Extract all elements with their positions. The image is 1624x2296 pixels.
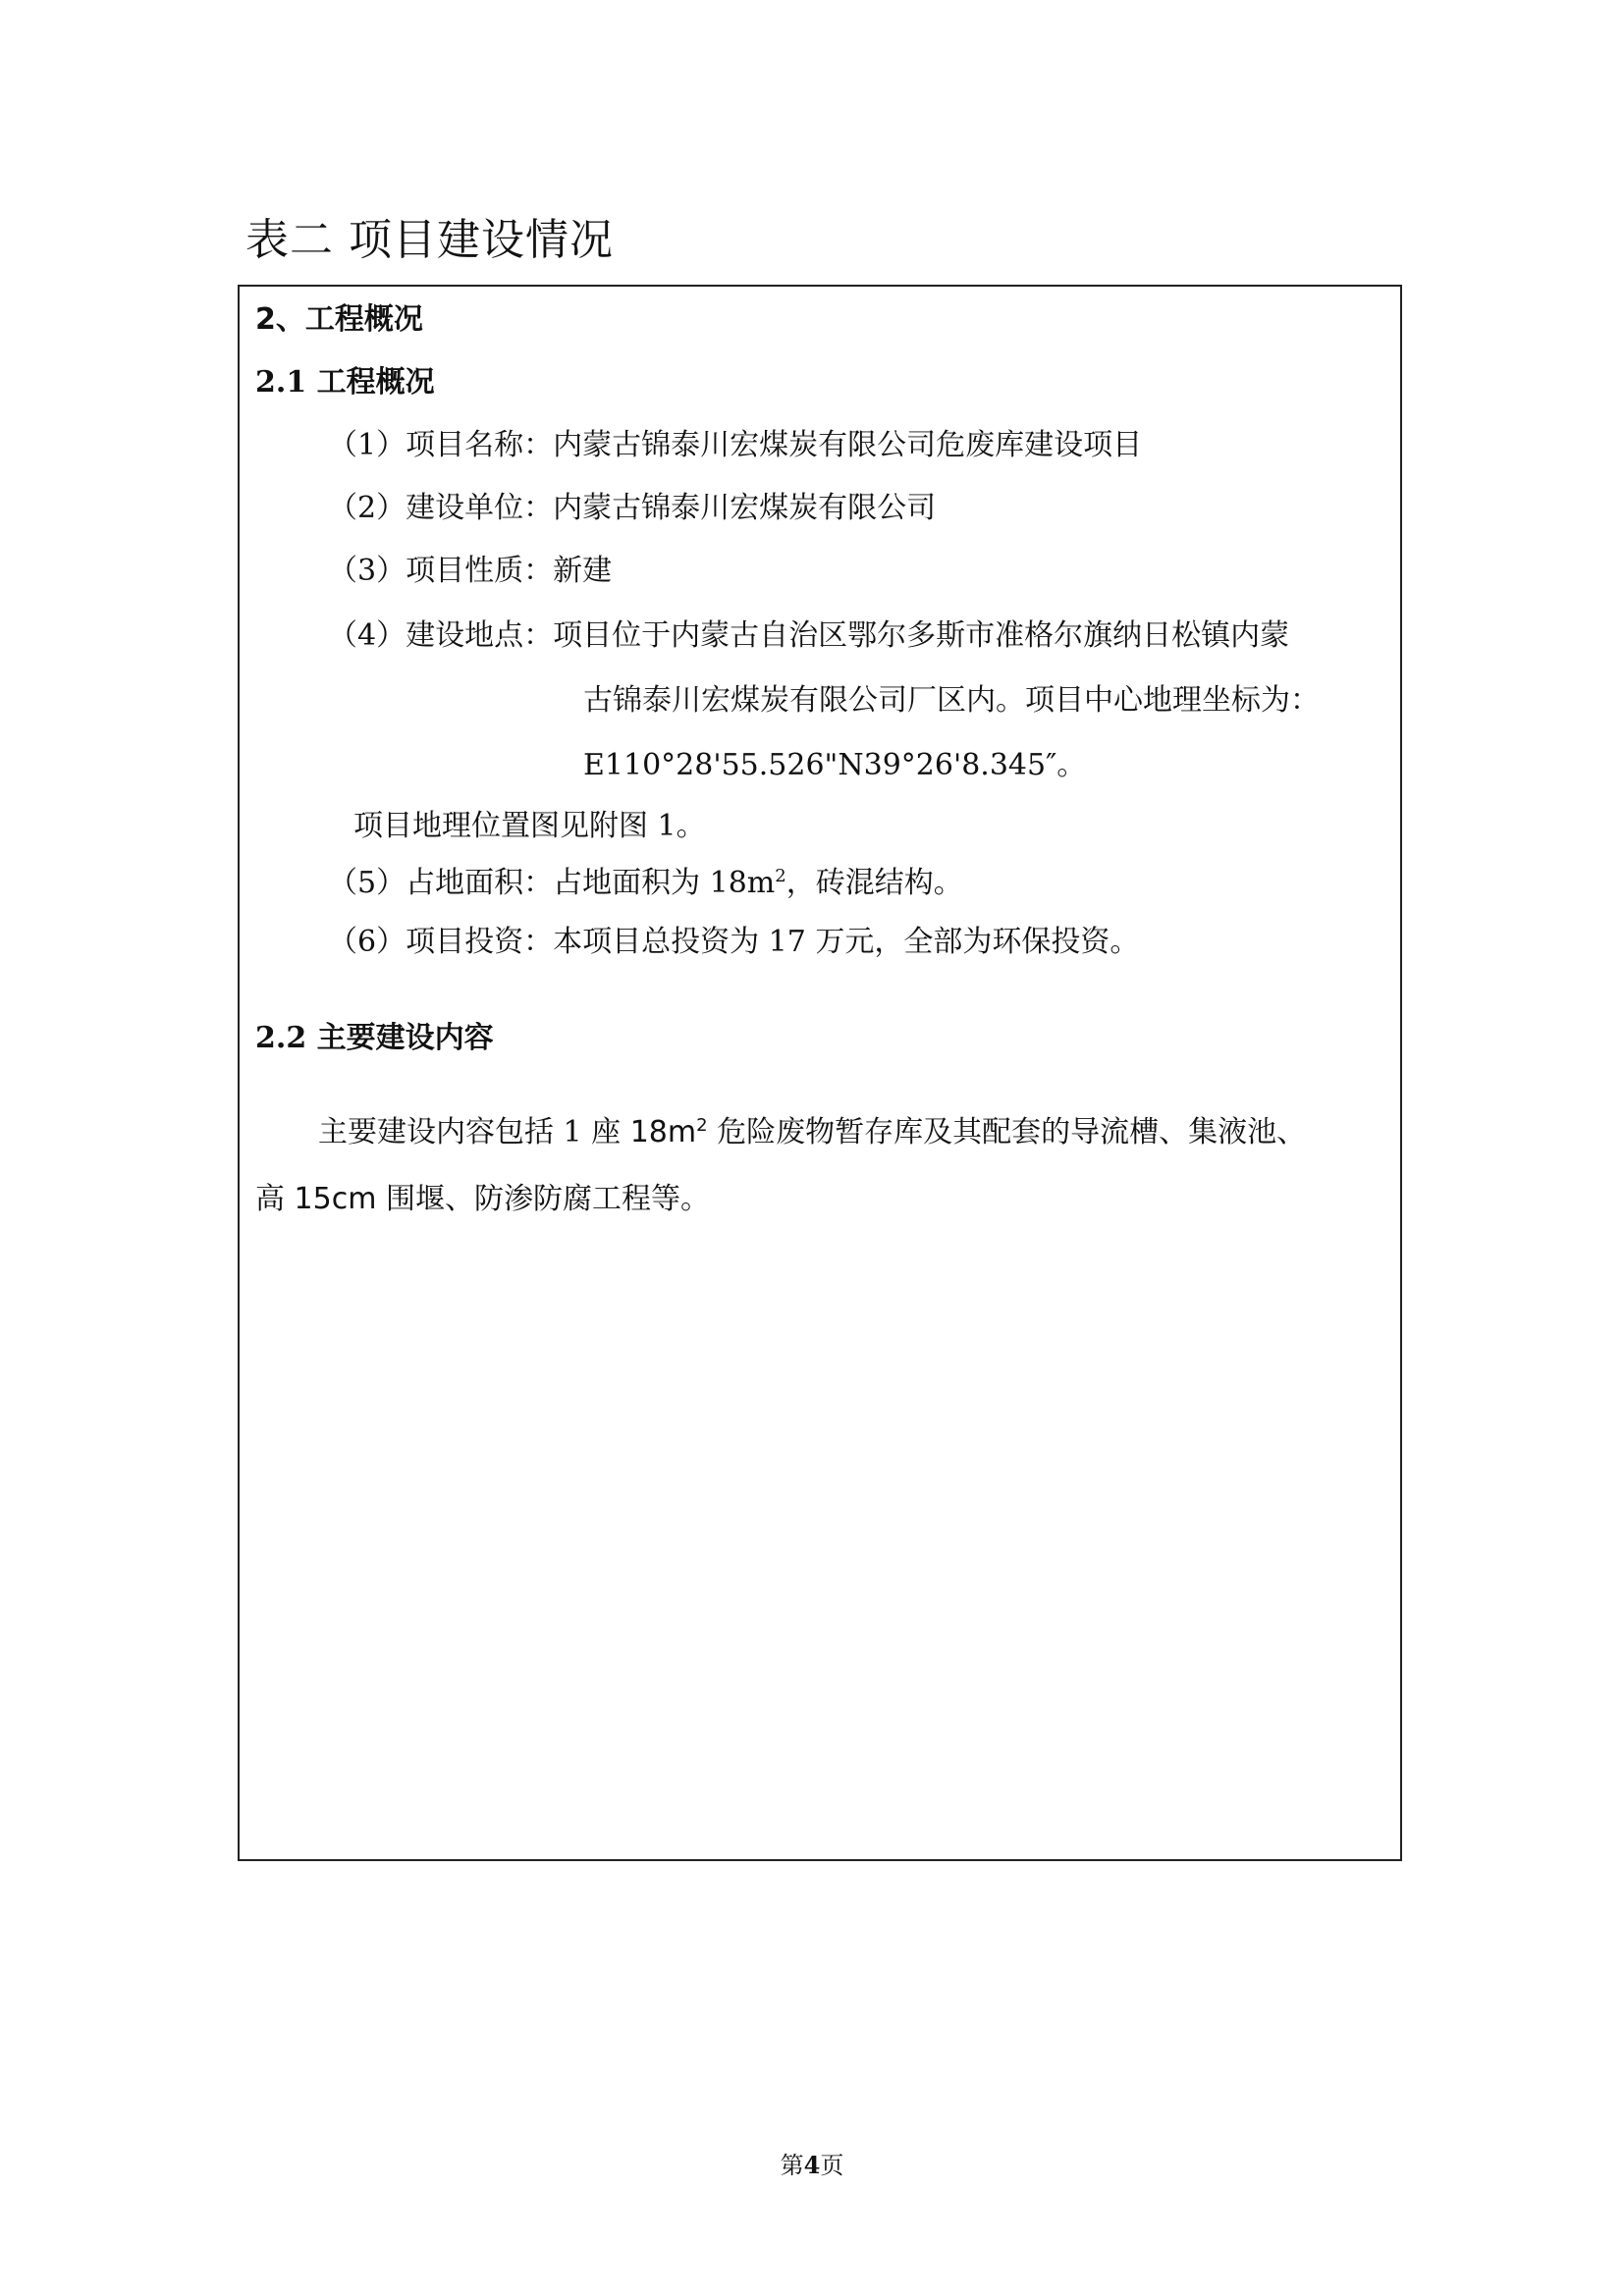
page-suffix: 页: [820, 2152, 844, 2179]
para-line1-b: 18m: [629, 1115, 697, 1149]
page-number: 4: [803, 2151, 821, 2179]
item-area: [328, 864, 963, 903]
para-line1-a: 主要建设内容包括 1 座: [318, 1115, 630, 1149]
para-line2-c: 围堰、防渗防腐工程等。: [376, 1182, 710, 1216]
para-line1-sup: 2: [696, 1115, 708, 1136]
subsection-heading-2-1: 2.1 工程概况: [255, 365, 435, 400]
page-prefix: 第: [780, 2152, 804, 2179]
page-footer: [0, 2150, 1624, 2181]
item-area-sup: 2: [775, 866, 786, 886]
para-line2-b: 15cm: [294, 1182, 377, 1216]
item-investment: （6）项目投资：本项目总投资为 17 万元，全部为环保投资。: [328, 925, 1140, 959]
content-frame: [238, 285, 1402, 1861]
item-location-line2: 古锦泰川宏煤炭有限公司厂区内。项目中心地理坐标为：: [583, 683, 1320, 718]
item-area-suffix: ，砖混结构。: [785, 866, 963, 900]
para-line2-a: 高: [255, 1182, 295, 1216]
item-location-coordinates: E110°28'55.526"N39°26'8.345″。: [583, 748, 1087, 782]
content-paragraph-line2: [255, 1180, 710, 1219]
item-location-line1: （4）建设地点：项目位于内蒙古自治区鄂尔多斯市准格尔旗纳日松镇内蒙: [328, 618, 1290, 653]
item-construction-unit: （2）建设单位：内蒙古锦泰川宏煤炭有限公司: [328, 491, 937, 525]
para-line1-c: 危险废物暂存库及其配套的导流槽、集液池、: [707, 1115, 1307, 1149]
map-note: 项目地理位置图见附图 1。: [353, 809, 706, 843]
item-project-name: （1）项目名称：内蒙古锦泰川宏煤炭有限公司危废库建设项目: [328, 428, 1143, 462]
item-project-nature: （3）项目性质：新建: [328, 554, 613, 588]
content-paragraph-line1: [318, 1113, 1306, 1152]
page-title: 表二 项目建设情况: [245, 215, 614, 265]
subsection-heading-2-2: 2.2 主要建设内容: [255, 1021, 494, 1055]
item-area-prefix: （5）占地面积：占地面积为 18m: [328, 866, 776, 900]
section-heading: 2、工程概况: [255, 302, 423, 337]
